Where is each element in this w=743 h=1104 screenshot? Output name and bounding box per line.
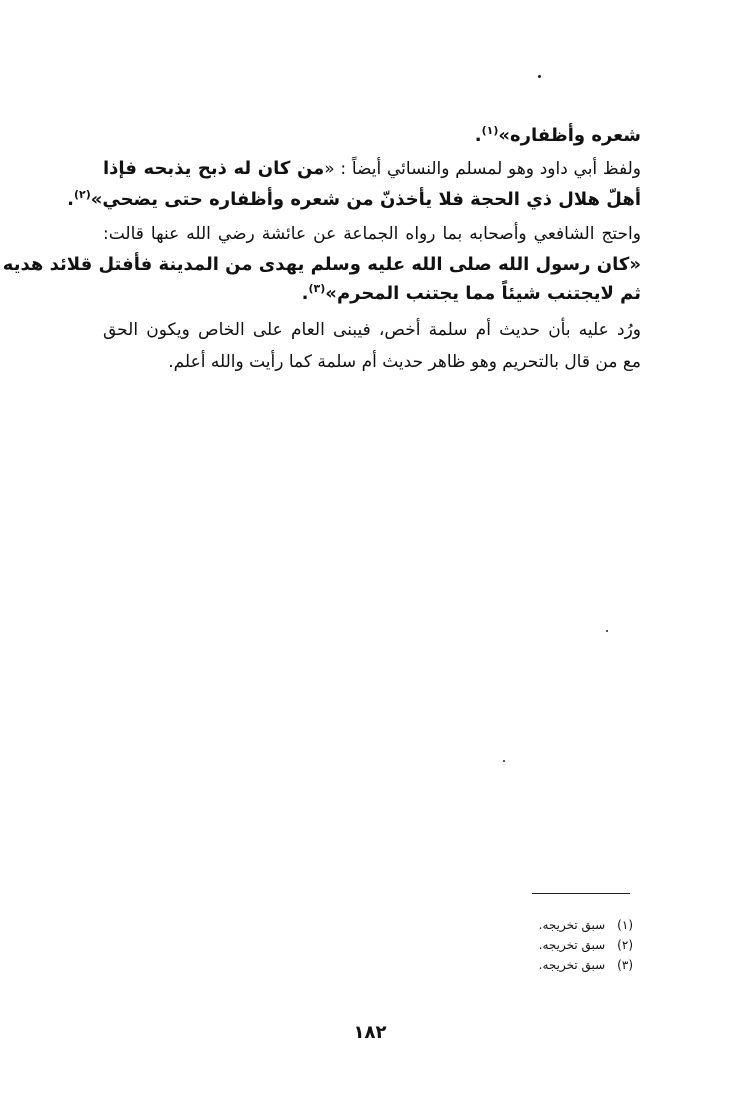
page-number: ١٨٢ [353,1022,387,1043]
body-line-6: ثم لايجتنب شيئاً مما يجتنب المحرم»$^{(٣)}$. [301,282,641,304]
footnote-ref-3: (٣) [308,282,326,295]
body-line-3: أهلّ هلال ذي الحجة فلا يأخذنّ من شعره وأظفاره حتى يضحي»$^{(٢)}$. [67,188,641,210]
footnote-ref-1: (١) [481,124,499,137]
body-line-8: مع من قال بالتحريم وهو ظاهر حديث أم سلمة كما رأيت والله أعلم. [168,352,641,372]
footnote-separator [532,893,630,894]
body-line-1: شعره وأظفاره»$^{(١)}$. [474,124,641,146]
body-line-4: واحتج الشافعي وأصحابه بما رواه الجماعة عن عائشة رضي الله عنها قالت: [103,224,641,244]
body-line-7: ورُد عليه بأن حديث أم سلمة أخص، فيبنى العام على الخاص ويكون الحق [103,320,641,340]
scan-speck [503,760,505,762]
body-line-5: «كان رسول الله صلى الله عليه وسلم يهدى من المدينة فأفتل قلائد هديه [2,254,641,275]
scan-speck [606,630,608,632]
scan-speck [538,75,541,78]
footnote-3: (٣) سبق تخريجه. [538,958,633,972]
footnote-ref-2: (٢) [73,188,91,201]
body-line-2: ولفظ أبي داود وهو لمسلم والنسائي أيضاً : «من كان له ذبح يذبحه فإذا [103,158,642,179]
footnote-1: (١) سبق تخريجه. [538,918,633,932]
footnote-2: (٢) سبق تخريجه. [538,938,633,952]
